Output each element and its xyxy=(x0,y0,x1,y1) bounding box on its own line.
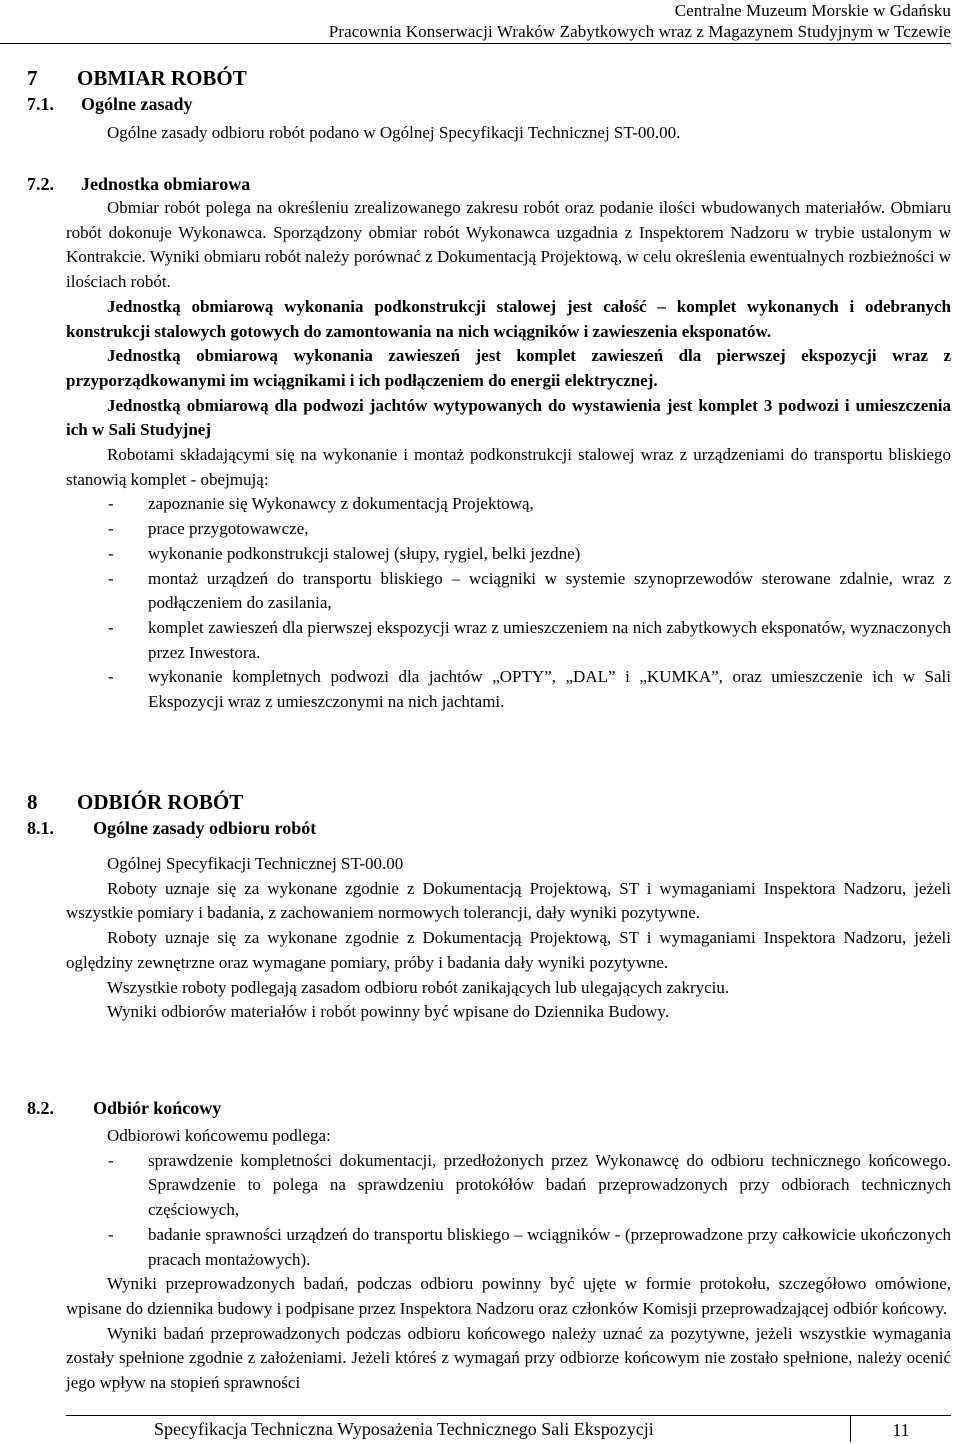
page-header xyxy=(0,0,951,44)
page-footer xyxy=(66,1415,951,1443)
list-item: - zapoznanie się Wykonawcy z dokumentacją Projektową, xyxy=(66,492,951,517)
final-acceptance-list xyxy=(66,1149,951,1273)
paragraph: Obmiar robót polega na określeniu zrealizowanego zakresu robót oraz podanie ilości wbudowanych materiałów. Obmiaru robót dokonuje Wykonawca. Sporządzony obmiar robót Wykonawca uzgadnia z Inspektorem Nadzoru w trybie ustalonym w Kontrakcie. Wyniki obmiaru robót należy porównać z Dokumentacją Projektową, w celu określenia ewentualnych rozbieżności w ilościach robót. xyxy=(66,198,951,292)
list-item: - wykonanie kompletnych podwozi dla jachtów „OPTY”, „DAL” i „KUMKA”, oraz umieszczenie ich w Sali Ekspozycji wraz z umieszczonymi na nich jachtami. xyxy=(66,665,951,714)
list-item: - wykonanie podkonstrukcji stalowej (słupy, rygiel, belki jezdne) xyxy=(66,542,951,567)
section-7-1-body xyxy=(66,121,951,146)
section-title: Ogólne zasady odbioru robót xyxy=(93,818,317,838)
page-number: 11 xyxy=(850,1416,951,1442)
paragraph: Jednostką obmiarową dla podwozi jachtów wytypowanych do wystawienia jest komplet 3 podwozi i umieszczenia ich w Sali Studyjnej xyxy=(66,395,951,440)
section-8-1-heading xyxy=(27,818,316,839)
section-number: 8.2. xyxy=(27,1098,54,1118)
paragraph: Odbiorowi końcowemu podlega: xyxy=(107,1126,331,1145)
section-8-heading xyxy=(27,790,243,815)
section-7-1-heading xyxy=(27,94,193,115)
section-title: Jednostka obmiarowa xyxy=(81,174,251,194)
list-item: - sprawdzenie kompletności dokumentacji, przedłożonych przez Wykonawcę do odbioru technicznego końcowego. Sprawdzenie to polega na sprawdzeniu protokółów badań przeprowadzonych przy odbiorach technicznych częściowych, xyxy=(66,1149,951,1223)
section-7-heading xyxy=(27,66,247,91)
work-scope-list xyxy=(66,492,951,714)
paragraph: Wyniki odbiorów materiałów i robót powinny być wpisane do Dziennika Budowy. xyxy=(107,1002,670,1022)
section-7-2-body xyxy=(66,196,951,715)
paragraph: Jednostką obmiarową wykonania podkonstrukcji stalowej jest całość – komplet wykonanych i odebranych konstrukcji stalowych gotowych do zamontowania na nich wciągników i zawieszenia eksponatów. xyxy=(66,296,951,341)
list-item: - komplet zawieszeń dla pierwszej ekspozycji wraz z umieszczeniem na nich zabytkowych eksponatów, wyznaczonych przez Inwestora. xyxy=(66,616,951,665)
paragraph: Robotami składającymi się na wykonanie i montaż podkonstrukcji stalowej wraz z urządzeniami do transportu bliskiego stanowią komplet - obejmują: xyxy=(66,445,951,489)
paragraph: Wyniki przeprowadzonych badań, podczas odbioru powinny być ujęte w formie protokołu, szczegółowo omówione, wpisane do dziennika budowy i podpisane przez Inspektora Nadzoru oraz członków Komisji przeprowadzającej odbiór końcowy. xyxy=(66,1274,951,1318)
section-title: ODBIÓR ROBÓT xyxy=(77,790,244,814)
paragraph: Ogólnej Specyfikacji Technicznej ST-00.00 xyxy=(107,854,404,873)
section-number: 7 xyxy=(27,66,38,90)
section-7-2-heading xyxy=(27,174,250,195)
section-number: 8 xyxy=(27,790,38,814)
paragraph: Jednostką obmiarową wykonania zawieszeń jest komplet zawieszeń dla pierwszej ekspozycji wraz z przyporządkowanymi im wciągnikami i ich podłączeniem do energii elektrycznej. xyxy=(66,346,951,390)
paragraph: Roboty uznaje się za wykonane zgodnie z Dokumentacją Projektową, ST i wymaganiami Inspektora Nadzoru, jeżeli oględziny zewnętrzne oraz wymagane pomiary, próby i badania dały wyniki pozytywne. xyxy=(66,928,951,972)
header-institution: Centralne Muzeum Morskie w Gdańsku xyxy=(674,1,951,20)
section-title: Ogólne zasady xyxy=(81,94,193,114)
list-item: - prace przygotowawcze, xyxy=(66,517,951,542)
section-8-2-body xyxy=(66,1124,951,1396)
list-item: - montaż urządzeń do transportu bliskiego – wciągniki w systemie szynoprzewodów sterowane zdalnie, wraz z podłączeniem do zasilania, xyxy=(66,567,951,616)
paragraph: Ogólne zasady odbioru robót podano w Ogólnej Specyfikacji Technicznej ST-00.00. xyxy=(107,123,681,142)
section-title: Odbiór końcowy xyxy=(93,1098,222,1118)
footer-title: Specyfikacja Techniczna Wyposażenia Technicznego Sali Ekspozycji xyxy=(154,1419,654,1439)
section-8-2-heading xyxy=(27,1098,221,1119)
section-title: OBMIAR ROBÓT xyxy=(77,66,247,90)
section-8-1-body xyxy=(66,852,951,1025)
section-number: 7.2. xyxy=(27,174,54,194)
section-number: 7.1. xyxy=(27,94,54,114)
section-number: 8.1. xyxy=(27,818,54,838)
list-item: - badanie sprawności urządzeń do transportu bliskiego – wciągników - (przeprowadzone przy całkowicie ukończonych pracach montażowych). xyxy=(66,1223,951,1272)
header-department: Pracownia Konserwacji Wraków Zabytkowych wraz z Magazynem Studyjnym w Tczewie xyxy=(328,22,951,41)
paragraph: Wszystkie roboty podlegają zasadom odbioru robót zanikających lub ulegających zakryciu. xyxy=(107,977,730,997)
paragraph: Roboty uznaje się za wykonane zgodnie z Dokumentacją Projektową, ST i wymaganiami Inspektora Nadzoru, jeżeli wszystkie pomiary i badania, z zachowaniem normowych tolerancji, dały wyniki pozytywne. xyxy=(66,878,951,923)
paragraph: Wyniki badań przeprowadzonych podczas odbioru końcowego należy uznać za pozytywne, jeżeli wszystkie wymagania zostały spełnione zgodnie z założeniami. Jeżeli któreś z wymagań przy odbiorze końcowym nie zostało spełnione, należy ocenić jego wpływ na stopień sprawności xyxy=(66,1323,951,1393)
